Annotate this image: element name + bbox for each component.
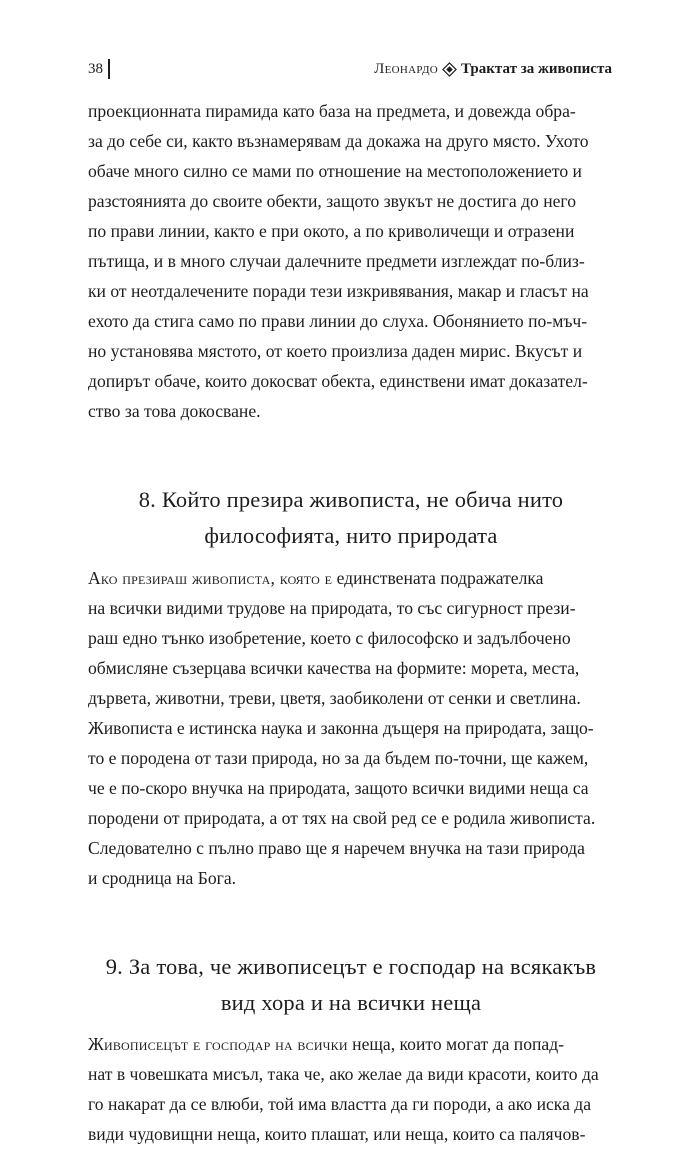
running-title [374,61,612,78]
page-number [88,59,110,79]
page-number-divider [108,59,110,79]
page-body [88,96,614,1149]
paragraph-continuation: проекционната пирамида като база на предмета, и довежда обра- за до себе си, както възнамерявам да докажа на друго място. Ухото обаче много силно се мами по отношение на местоположението и разстоянията до своите обекти, защото звукът не достига до него по прави линии, както е при окото, а по криволичещи и отразени пътища, и в много случаи далечните предмети изглеждат по-близ- ки от неотдалечените поради тези изкривявания, макар и гласът на ехото да стига само по прави линии до слуха. Обонянието по-мъч- но установява мястото, от което произлиза даден мирис. Вкусът и допирът обаче, които докосват обекта, единствени имат доказател- ство за това докосване. [88,101,589,421]
section-8-paragraph [88,563,614,893]
diamond-ornament-icon [442,62,457,77]
section-8-lead-in: Ако презираш живописта, която е [88,568,333,588]
section-9-body: неща, които могат да попад- нат в човешката мисъл, така че, ако желае да види красоти, които да го накарат да се влюби, той има властта да ги породи, а ако иска да види чудовищни неща, които плашат, или неща, които са палячов- [88,1034,599,1144]
page-number-text: 38 [88,60,103,77]
section-9-lead-in: Живописецът е господар на всички [88,1034,348,1054]
section-8-body: единствената подражателка на всички видими трудове на природата, то със сигурност прези- раш едно тънко изобретение, което с философско и задълбочено обмисляне съзерцава всички качества на формите: морета, места, дървета, животни, треви, цветя, заобиколени от сенки и светлина. Живописта е истинска наука и законна дъщеря на природата, защо- то е породена от тази природа, но за да бъдем по-точни, ще кажем, че е по-скоро внучка на природата, защото всички видими неща са породени от природата, а от тях на свой ред се е родила живописта. Следователно с пълно право ще я наречем внучка на тази природа и сродница на Бога. [88,568,596,888]
section-9-heading: 9. За това, че живописецът е господар на всякакъв вид хора и на всички неща [105,954,597,1015]
section-9-paragraph [88,1029,614,1149]
book-title: Трактат за живописта [461,60,612,77]
running-header [88,56,612,82]
author-name: Леонардо [374,60,438,77]
section-8-heading: 8. Който презира живописта, не обича нито философията, нито природата [138,487,564,548]
